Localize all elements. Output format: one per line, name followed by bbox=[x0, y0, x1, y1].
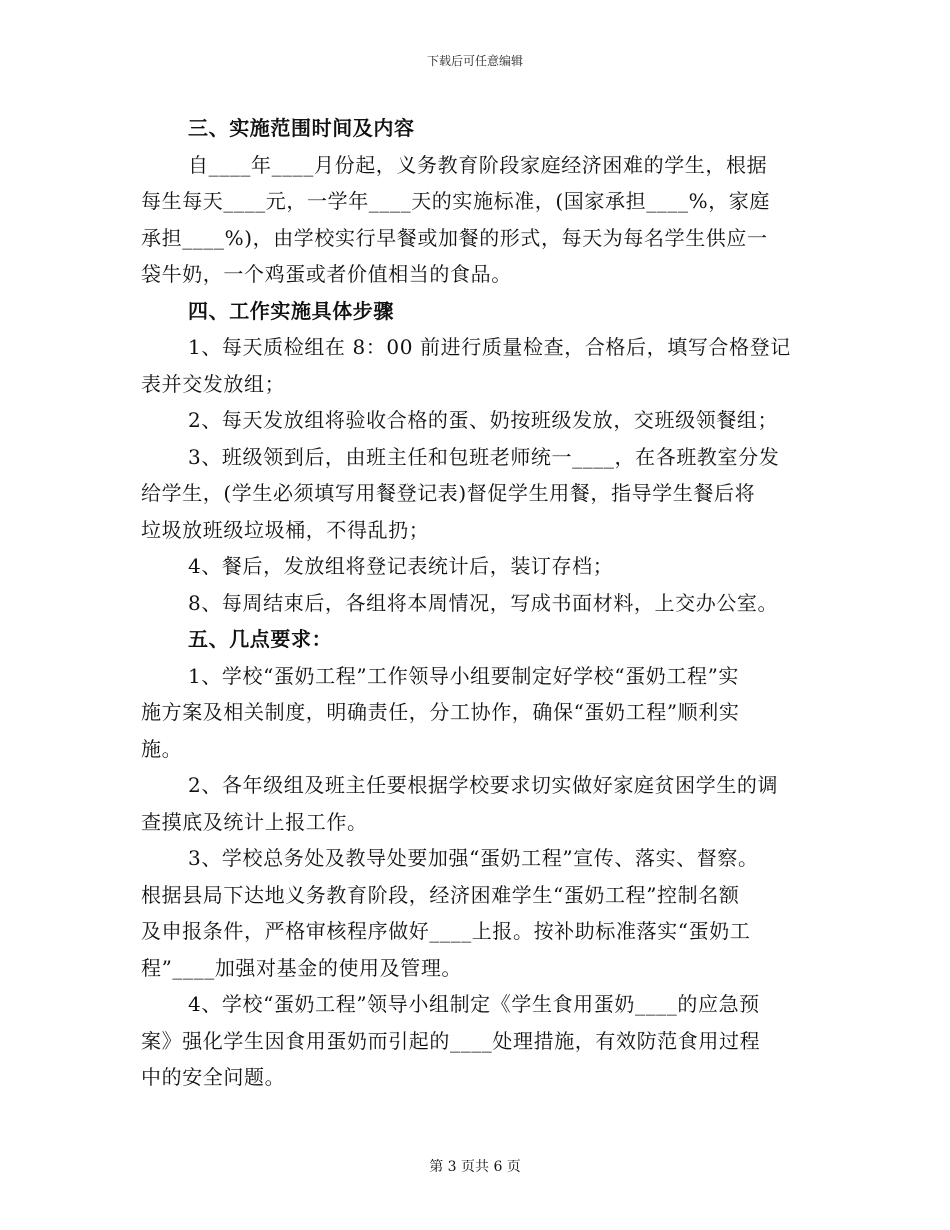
paragraph-line: 施。 bbox=[141, 736, 183, 761]
paragraph-line: 程”____加强对基金的使用及管理。 bbox=[141, 955, 463, 980]
paragraph-line: 给学生，(学生必须填写用餐登记表)督促学生用餐，指导学生餐后将 bbox=[141, 481, 756, 505]
document-body bbox=[141, 110, 801, 1096]
paragraph-line: 4、学校“蛋奶工程”领导小组制定《学生食用蛋奶____的应急预 bbox=[188, 992, 760, 1016]
section-heading: 五、几点要求： bbox=[188, 627, 333, 651]
paragraph-line: 查摸底及统计上报工作。 bbox=[141, 809, 368, 834]
paragraph-line: 根据县局下达地义务教育阶段，经济困难学生“蛋奶工程”控制名额 bbox=[141, 882, 740, 907]
paragraph-line: 案》强化学生因食用蛋奶而引起的____处理措施，有效防范食用过程 bbox=[141, 1028, 761, 1053]
paragraph-line: 表并交发放组； bbox=[141, 371, 286, 396]
paragraph-line: 及申报条件，严格审核程序做好____上报。按补助标准落实“蛋奶工 bbox=[141, 919, 751, 943]
paragraph-line: 2、每天发放组将验收合格的蛋、奶按班级发放，交班级领餐组； bbox=[188, 408, 779, 432]
paragraph-line: 承担____%)，由学校实行早餐或加餐的形式，每天为每名学生供应一 bbox=[141, 225, 768, 250]
paragraph-line: 每生每天____元，一学年____天的实施标准，(国家承担____%，家庭 bbox=[141, 189, 771, 213]
paragraph-line: 1、学校“蛋奶工程”工作领导小组要制定好学校“蛋奶工程”实 bbox=[188, 663, 740, 688]
paragraph-line: 1、每天质检组在 8：00 前进行质量检查，合格后，填写合格登记 bbox=[188, 335, 791, 359]
paragraph-line: 2、各年级组及班主任要根据学校要求切实做好家庭贫困学生的调 bbox=[188, 773, 779, 797]
page-header: 下载后可任意编辑 bbox=[426, 54, 523, 68]
paragraph-line: 袋牛奶，一个鸡蛋或者价值相当的食品。 bbox=[141, 262, 512, 286]
paragraph-line: 施方案及相关制度，明确责任，分工协作，确保“蛋奶工程”顺利实 bbox=[141, 700, 740, 724]
paragraph-line: 垃圾放班级垃圾桶，不得乱扔； bbox=[141, 517, 430, 542]
paragraph-line: 3、学校总务处及教导处要加强“蛋奶工程”宣传、落实、督察。 bbox=[188, 846, 759, 870]
section-heading: 四、工作实施具体步骤 bbox=[188, 298, 394, 323]
page-footer: 第 3 页共 6 页 bbox=[429, 1159, 521, 1175]
paragraph-line: 中的安全问题。 bbox=[141, 1065, 286, 1089]
paragraph-line: 8、每周结束后，各组将本周情况，写成书面材料，上交办公室。 bbox=[188, 590, 779, 615]
paragraph-line: 自____年____月份起，义务教育阶段家庭经济困难的学生，根据 bbox=[188, 152, 768, 177]
paragraph-line: 3、班级领到后，由班主任和包班老师统一____，在各班教室分发 bbox=[188, 444, 780, 469]
paragraph-line: 4、餐后，发放组将登记表统计后，装订存档； bbox=[188, 554, 614, 578]
section-heading: 三、实施范围时间及内容 bbox=[188, 116, 415, 140]
